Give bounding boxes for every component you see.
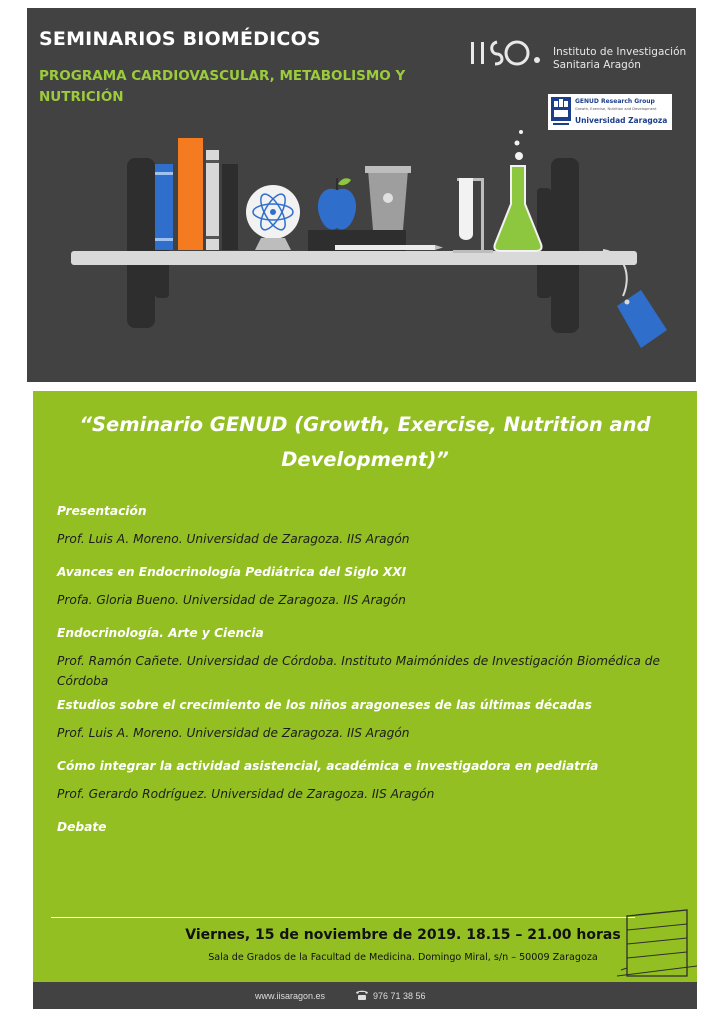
program-item [57,623,677,691]
seminar-panel [33,391,697,982]
speaker: Prof. Luis A. Moreno. Universidad de Zaragoza. IIS Aragón [57,532,410,546]
iis-aragon-logo [467,22,687,82]
program-item [57,695,677,743]
program-item [57,501,677,549]
genud-group-tagline: Growth, Exercise, Nutrition and Development [575,107,657,111]
website-link[interactable]: www.iisaragon.es [255,991,326,1001]
green-flask [494,166,541,251]
university-name: Universidad Zaragoza [575,116,668,125]
phone-number: 976 71 38 56 [373,991,426,1001]
talk-title: Presentación [57,504,147,518]
program-subtitle: PROGRAMA CARDIOVASCULAR, METABOLISMO Y NUTRICIÓN [39,68,406,105]
blue-apple [318,189,356,230]
speaker: Prof. Gerardo Rodríguez. Universidad de Zaragoza. IIS Aragón [57,787,435,801]
blue-tag [617,290,667,348]
dark-book [222,164,238,250]
shelf-bar [71,251,637,265]
telephone-icon [355,989,369,1001]
right-weight-outer [551,158,579,333]
event-venue: Sala de Grados de la Facultad de Medicina. Domingo Miral, s/n – 50009 Zaragoza [208,952,598,963]
orange-book [178,138,203,250]
talk-title: Debate [57,820,107,834]
talk-title: Estudios sobre el crecimiento de los niños aragoneses de las últimas décadas [57,698,592,712]
university-crest-icon [551,97,571,127]
genud-group-name: GENUD Research Group [575,98,655,105]
talk-title: Cómo integrar la actividad asistencial, académica e investigadora en pediatría [57,759,599,773]
genud-unizar-logo [548,94,672,130]
speaker: Prof. Ramón Cañete. Universidad de Córdoba. Instituto Maimónides de Investigación Biomédica de Córdoba [57,654,660,688]
speaker: Profa. Gloria Bueno. Universidad de Zaragoza. IIS Aragón [57,593,406,607]
test-tube [459,178,473,240]
white-book [206,150,219,250]
divider [51,917,635,918]
iis-institute-name: Instituto de Investigación Sanitaria Aragón [553,46,687,71]
building-icon [617,906,697,982]
iis-logo-mark [467,22,551,72]
talk-title: Endocrinología. Arte y Ciencia [57,626,264,640]
seminar-series-title: SEMINARIOS BIOMÉDICOS [39,28,321,50]
program-list [57,501,677,850]
seminar-title: “Seminario GENUD (Growth, Exercise, Nutrition and Development)” [79,413,651,471]
talk-title: Avances en Endocrinología Pediátrica del Siglo XXI [57,565,407,579]
program-item [57,562,677,610]
event-date: Viernes, 15 de noviembre de 2019. 18.15 – 21.00 horas [185,927,621,943]
header-banner [27,8,696,382]
program-item [57,756,677,804]
blue-book [155,164,173,250]
footer-bar [33,982,697,1009]
speaker: Prof. Luis A. Moreno. Universidad de Zaragoza. IIS Aragón [57,726,410,740]
program-item [57,817,677,837]
pencil [335,245,435,250]
left-weight-outer [127,158,155,328]
